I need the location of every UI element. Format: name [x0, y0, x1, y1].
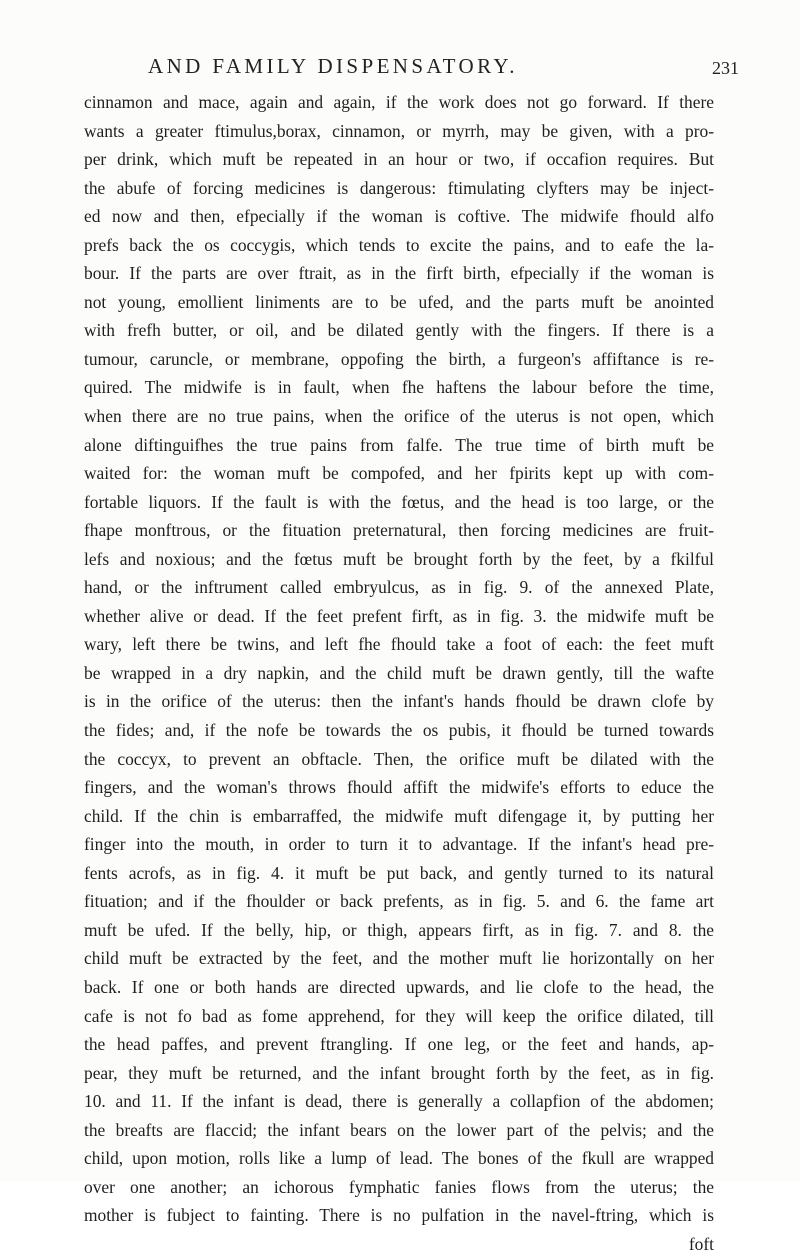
text-line: wants a greater ftimulus,borax, cinnamon, or myrrh, may be given, with a pro- [84, 120, 714, 141]
text-line: back. If one or both hands are directed upwards, and lie clofe to the head, the [84, 976, 714, 997]
text-line: fhape monftrous, or the fituation preternatural, then forcing medicines are fruit- [84, 520, 714, 541]
text-line: pear, they muft be returned, and the infant brought forth by the feet, as in fig. [84, 1062, 714, 1083]
text-line: fingers, and the woman's throws fhould affift the midwife's efforts to educe the [84, 777, 714, 798]
text-line: the fides; and, if the nofe be towards the os pubis, it fhould be turned towards [84, 720, 714, 741]
text-line: finger into the mouth, in order to turn it to advantage. If the infant's head pre- [84, 834, 714, 855]
text-line: the breafts are flaccid; the infant bears on the lower part of the pelvis; and the [84, 1119, 714, 1140]
text-line: be wrapped in a dry napkin, and the child muft be drawn gently, till the wafte [84, 662, 714, 683]
text-line: cafe is not fo bad as fome apprehend, for they will keep the orifice dilated, till [84, 1005, 714, 1026]
body-text [84, 88, 714, 1258]
text-line: quired. The midwife is in fault, when fhe haftens the labour before the time, [84, 377, 714, 398]
text-line: child muft be extracted by the feet, and the mother muft lie horizontally on her [84, 948, 714, 969]
text-line: muft be ufed. If the belly, hip, or thigh, appears firft, as in fig. 7. and 8. the [84, 919, 714, 940]
text-line: fituation; and if the fhoulder or back prefents, as in fig. 5. and 6. the fame art [84, 891, 714, 912]
text-line: per drink, which muft be repeated in an hour or two, if occafion requires. But [84, 149, 714, 170]
text-line: 10. and 11. If the infant is dead, there is generally a collapfion of the abdomen; [84, 1091, 714, 1112]
text-line: fortable liquors. If the fault is with the fœtus, and the head is too large, or the [84, 491, 714, 512]
text-line: with frefh butter, or oil, and be dilated gently with the fingers. If there is a [84, 320, 714, 341]
text-line: over one another; an ichorous fymphatic fanies flows from the uterus; the [84, 1176, 714, 1197]
text-line: when there are no true pains, when the orifice of the uterus is not open, which [84, 406, 714, 427]
text-line: hand, or the inftrument called embryulcus, as in fig. 9. of the annexed Plate, [84, 577, 714, 598]
text-line: wary, left there be twins, and left fhe fhould take a foot of each: the feet muft [84, 634, 714, 655]
text-line: fents acrofs, as in fig. 4. it muft be put back, and gently turned to its natural [84, 862, 714, 883]
text-line: is in the orifice of the uterus: then the infant's hands fhould be drawn clofe by [84, 691, 714, 712]
text-line: not young, emollient liniments are to be ufed, and the parts muft be anointed [84, 291, 714, 312]
text-line: foft [688, 1233, 714, 1254]
text-line: mother is fubject to fainting. There is no pulfation in the navel-ftring, which is [84, 1205, 714, 1226]
text-line: waited for: the woman muft be compofed, and her fpirits kept up with com- [84, 463, 714, 484]
text-line: ed now and then, efpecially if the woman is coftive. The midwife fhould alfo [84, 206, 714, 227]
text-line: alone diftinguifhes the true pains from falfe. The true time of birth muft be [84, 434, 714, 455]
text-line: tumour, caruncle, or membrane, oppofing the birth, a furgeon's affiftance is re- [84, 348, 714, 369]
text-line: child. If the chin is embarraffed, the midwife muft difengage it, by putting her [84, 805, 714, 826]
text-line: the coccyx, to prevent an obftacle. Then, the orifice muft be dilated with the [84, 748, 714, 769]
text-line: cinnamon and mace, again and again, if the work does not go forward. If there [84, 92, 714, 112]
running-head: AND FAMILY DISPENSATORY. [148, 54, 518, 78]
page-number: 231 [712, 58, 739, 78]
text-line: prefs back the os coccygis, which tends to excite the pains, and to eafe the la- [84, 234, 714, 255]
text-line: the head paffes, and prevent ftrangling. If one leg, or the feet and hands, ap- [84, 1034, 714, 1055]
text-line: bour. If the parts are over ftrait, as in the firft birth, efpecially if the woman is [84, 263, 714, 284]
text-line: the abufe of forcing medicines is dangerous: ftimulating clyfters may be inject- [84, 177, 714, 198]
text-line: whether alive or dead. If the feet prefent firft, as in fig. 3. the midwife muft be [84, 605, 714, 626]
text-line: lefs and noxious; and the fœtus muft be brought forth by the feet, by a fkilful [84, 548, 714, 569]
text-line: child, upon motion, rolls like a lump of lead. The bones of the fkull are wrapped [84, 1148, 714, 1169]
